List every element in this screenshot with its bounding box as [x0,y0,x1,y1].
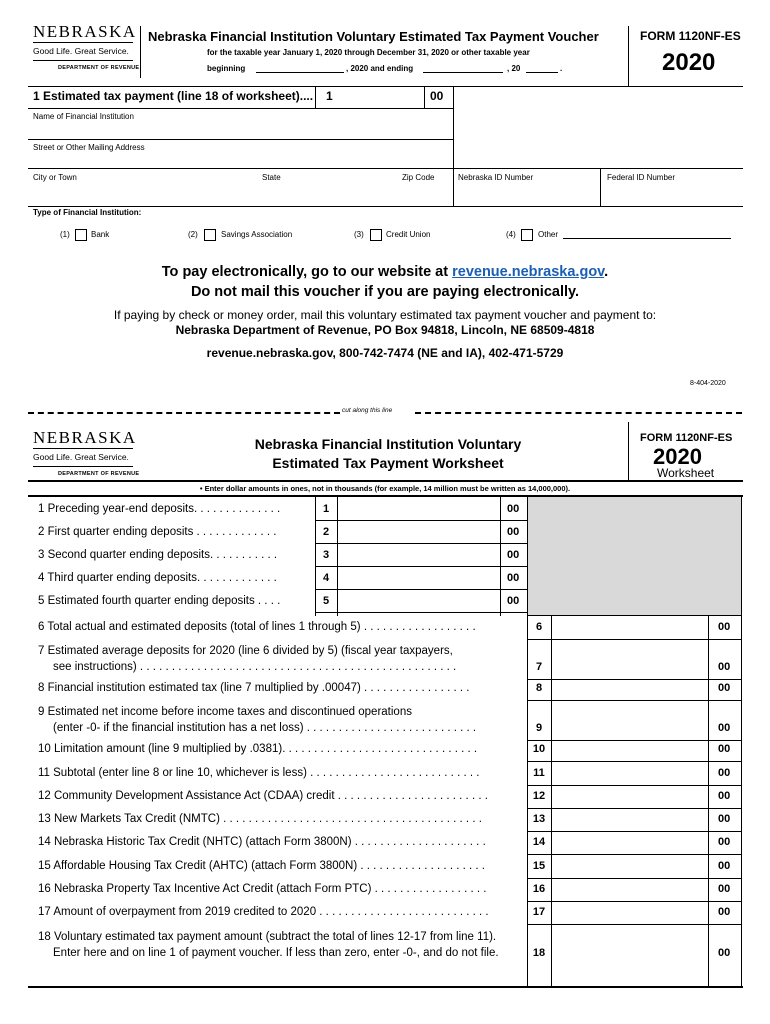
line1-cents: 00 [430,89,444,103]
line-amount-field[interactable] [338,499,499,520]
line-label: 7 Estimated average deposits for 2020 (line 6 divided by 5) (fiscal year taxpayers, [38,645,453,657]
line-cents: 00 [718,947,731,959]
line-num: 5 [322,595,330,607]
type-1-num: (1) [60,230,70,239]
line1-label: 1 Estimated tax payment (line 18 of worksheet).... [33,89,314,103]
revenue-website-link[interactable]: revenue.nebraska.gov [452,264,605,280]
type-4-num: (4) [506,230,516,239]
line-num: 2 [322,526,330,538]
line-num: 7 [535,661,543,673]
bank-label: Bank [91,230,110,239]
worksheet-nebraska-logo: NEBRASKA [33,428,137,447]
line-amount-field[interactable] [338,591,499,612]
nebraska-logo: NEBRASKA [33,22,137,41]
cut-line-text: cut along this line [342,407,393,414]
credit-union-checkbox[interactable] [370,229,382,241]
state-label: State [262,173,281,182]
fed-id-field[interactable] [602,182,742,204]
line-amount-field[interactable] [552,879,707,899]
line-num: 6 [535,621,543,633]
line-num: 18 [532,947,546,959]
line-amount-field[interactable] [552,856,707,876]
period-mark: . [560,64,563,73]
worksheet-form-id: FORM 1120NF-ES [640,432,733,444]
pay-elec-suffix: . [604,264,609,280]
line-amount-field[interactable] [338,545,499,566]
line-amount-field[interactable] [552,763,707,783]
worksheet-logo-tagline: Good Life. Great Service. [33,452,129,462]
line-num: 12 [532,790,546,802]
line-cents: 00 [718,813,731,825]
other-label: Other [538,230,559,239]
year-20-label: , 20 [507,64,521,73]
line-num: 10 [532,743,546,755]
line-label: 4 Third quarter ending deposits. . . . . . . . . . . . . [38,572,277,584]
other-checkbox[interactable] [521,229,533,241]
line-num: 15 [532,860,546,872]
street-field[interactable] [28,140,453,168]
fed-id-label: Federal ID Number [607,173,676,182]
line-label: 15 Affordable Housing Tax Credit (AHTC) (attach Form 3800N) . . . . . . . . . . . . . . . . . . . . [38,860,485,872]
line-amount-field[interactable] [338,568,499,589]
line-label: 2 First quarter ending deposits . . . . . . . . . . . . . [38,526,277,538]
line-amount-field[interactable] [338,522,499,543]
line-num: 4 [322,572,330,584]
line-cents: 00 [718,906,731,918]
line-label-cont: see instructions) . . . . . . . . . . . . . . . . . . . . . . . . . . . . . . . . . . . . . . . . . . . . . . . . . . [53,661,457,673]
check-instructions: If paying by check or money order, mail this voluntary estimated tax payment voucher and payment to: [113,308,657,322]
worksheet-year: 2020 [653,444,702,469]
pay-elec-prefix: To pay electronically, go to our website at [161,264,453,280]
line-num: 8 [535,682,543,694]
zip-label: Zip Code [402,173,435,182]
line-num: 14 [532,836,546,848]
ending-year-field[interactable] [526,72,558,73]
line-label: 1 Preceding year-end deposits. . . . . . . . . . . . . . [38,503,281,515]
name-label: Name of Financial Institution [33,112,134,121]
taxable-year-text: for the taxable year January 1, 2020 through December 31, 2020 or other taxable year [207,48,530,57]
line-amount-field[interactable] [552,739,707,759]
worksheet-sub: Worksheet [657,466,715,480]
beginning-label: beginning [207,64,246,73]
other-field[interactable] [563,238,731,239]
dollar-note: • Enter dollar amounts in ones, not in thousands (for example, 14 million must be written as 14,000,000). [199,484,571,493]
line-cents: 00 [718,682,731,694]
form-id: FORM 1120NF-ES [640,29,741,43]
line-cents: 00 [718,661,731,673]
line-label-cont: (enter -0- if the financial institution has a net loss) . . . . . . . . . . . . . . . . . . . . . . . . . . . [53,722,477,734]
line-num: 1 [322,503,330,515]
savings-checkbox[interactable] [204,229,216,241]
line-amount-field[interactable] [552,943,707,963]
credit-union-label: Credit Union [386,230,431,239]
line-num: 17 [532,906,546,918]
line-cents: 00 [718,836,731,848]
line-label: 16 Nebraska Property Tax Incentive Act Credit (attach Form PTC) . . . . . . . . . . . . . . . . . . [38,883,487,895]
mailing-address: Nebraska Department of Revenue, PO Box 94818, Lincoln, NE 68509-4818 [175,323,595,337]
name-field[interactable] [28,109,453,139]
line-amount-field[interactable] [552,832,707,852]
line-cents: 00 [507,549,520,561]
line-cents: 00 [507,503,520,515]
form-year: 2020 [662,49,716,76]
line-label-cont: Enter here and on line 1 of payment voucher. If less than zero, enter -0-, and do not file. [53,947,499,959]
logo-dept: DEPARTMENT OF REVENUE [58,65,140,71]
street-label: Street or Other Mailing Address [33,143,145,152]
line-label: 17 Amount of overpayment from 2019 credited to 2020 . . . . . . . . . . . . . . . . . . . . . . . . . . . [38,906,489,918]
line-cents: 00 [507,572,520,584]
line-label: 6 Total actual and estimated deposits (total of lines 1 through 5) . . . . . . . . . . . . . . . . . . [38,621,476,633]
line-num: 11 [533,767,545,779]
line-amount-field[interactable] [552,678,707,698]
worksheet-title-2: Estimated Tax Payment Worksheet [272,455,504,471]
bank-checkbox[interactable] [75,229,87,241]
ending-date-field[interactable] [423,72,503,73]
line1-num: 1 [326,89,333,103]
city-label: City or Town [33,173,77,182]
line-cents: 00 [718,883,731,895]
pay-electronically-line [0,264,770,280]
line-cents: 00 [718,790,731,802]
contact-info: revenue.nebraska.gov, 800-742-7474 (NE and IA), 402-471-5729 [206,346,564,360]
ending-label: , 2020 and ending [346,64,414,73]
logo-tagline: Good Life. Great Service. [33,46,129,56]
line-amount-field[interactable] [552,657,707,677]
line-num: 16 [532,883,546,895]
form-code: 8-404-2020 [690,380,726,387]
line-label: 3 Second quarter ending deposits. . . . . . . . . . . [38,549,278,561]
line-amount-field[interactable] [552,617,707,637]
line-num: 3 [322,549,330,561]
line-label: 9 Estimated net income before income taxes and discontinued operations [38,706,412,718]
line-cents: 00 [718,860,731,872]
city-state-zip-field[interactable] [28,182,453,204]
line-cents: 00 [507,526,520,538]
line-amount-field[interactable] [552,786,707,806]
line-cents: 00 [718,743,731,755]
type-label: Type of Financial Institution: [33,208,142,217]
line-label: 11 Subtotal (enter line 8 or line 10, whichever is less) . . . . . . . . . . . . . . . . . . . . . . . . . . . [38,767,480,779]
line-cents: 00 [718,767,731,779]
beginning-date-field[interactable] [256,72,344,73]
line-amount-field[interactable] [552,902,707,922]
line-num: 9 [535,722,543,734]
line-label: 5 Estimated fourth quarter ending deposits . . . . [38,595,281,607]
line-cents: 00 [718,722,731,734]
line-label: 18 Voluntary estimated tax payment amount (subtract the total of lines 12-17 from line 11). [38,931,497,943]
line-label: 10 Limitation amount (line 9 multiplied by .0381). . . . . . . . . . . . . . . . . . . . . . . . . . . . . . . [38,743,478,755]
ne-id-label: Nebraska ID Number [458,173,534,182]
voucher-title: Nebraska Financial Institution Voluntary Estimated Tax Payment Voucher [148,29,599,44]
line-amount-field[interactable] [552,809,707,829]
line-num: 13 [532,813,546,825]
line-label: 12 Community Development Assistance Act (CDAA) credit . . . . . . . . . . . . . . . . . . . . . . . . [38,790,488,802]
worksheet-logo-dept: DEPARTMENT OF REVENUE [58,471,140,477]
savings-label: Savings Association [221,230,293,239]
line-cents: 00 [507,595,520,607]
worksheet-title-1: Nebraska Financial Institution Voluntary [254,436,522,452]
line-label: 14 Nebraska Historic Tax Credit (NHTC) (attach Form 3800N) . . . . . . . . . . . . . . . . . . . . . [38,836,486,848]
line-label: 8 Financial institution estimated tax (line 7 multiplied by .00047) . . . . . . . . . . . . . . . . . [38,682,470,694]
line-label: 13 New Markets Tax Credit (NMTC) . . . . . . . . . . . . . . . . . . . . . . . . . . . . . . . . . . . . . . . . . [38,813,482,825]
line-amount-field[interactable] [552,718,707,738]
do-not-mail-line: Do not mail this voucher if you are paying electronically. [190,284,580,300]
ne-id-field[interactable] [455,182,599,204]
line-cents: 00 [718,621,731,633]
type-2-num: (2) [188,230,198,239]
type-3-num: (3) [354,230,364,239]
